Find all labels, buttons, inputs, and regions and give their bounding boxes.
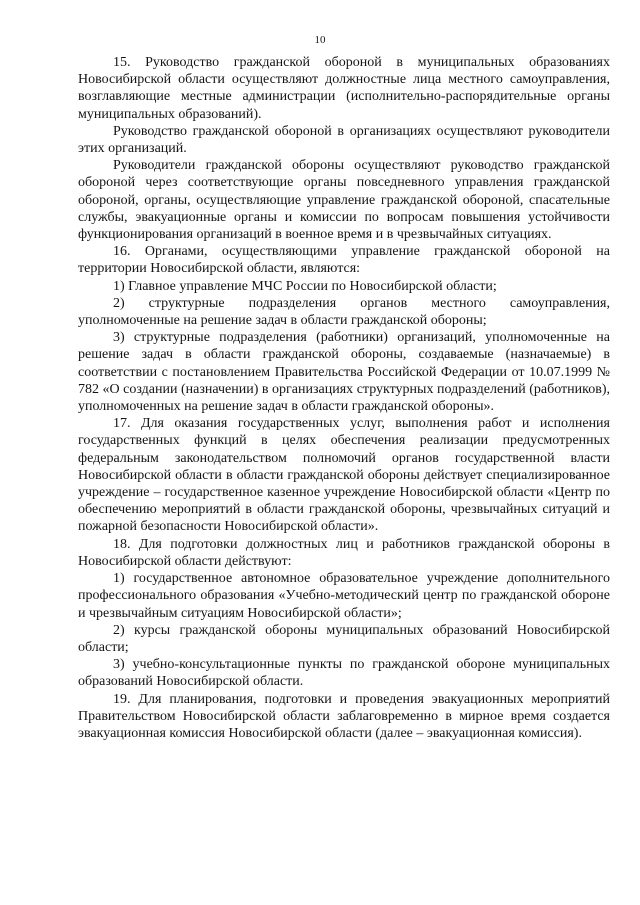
paragraph-18-item-1: 1) государственное автономное образовательное учреждение дополнительного профессионального образования «Учебно-методический центр по гражданской обороне и чрезвычайным ситуациям Новосибирской области»; [78, 571, 610, 621]
paragraph-15-organizations: Руководство гражданской обороной в организациях осуществляют руководители этих организаций. [78, 123, 610, 157]
paragraph-17: 17. Для оказания государственных услуг, выполнения работ и исполнения государственных функций в целях обеспечения реализации предусмотренных федеральным законодательством полномочий органов государственной власти Новосибирской области в области гражданской обороны действует специализированное учреждение – государственное казенное учреждение Новосибирской области «Центр по обеспечению мероприятий в области гражданской обороны, чрезвычайных ситуаций и пожарной безопасности Новосибирской области». [78, 416, 610, 535]
paragraph-18-item-2: 2) курсы гражданской обороны муниципальных образований Новосибирской области; [78, 622, 610, 655]
paragraph-16-item-3: 3) структурные подразделения (работники) организаций, уполномоченные на решение задач в области гражданской обороны, создаваемые (назначаемые) в соответствии с постановлением Правительства Российской Федерации от 10.07.1999 № 782 «О создании (назначении) в организациях структурных подразделений (работников), уполномоченных на решение задач в области гражданской обороны». [78, 330, 610, 415]
paragraph-16-item-1: 1) Главное управление МЧС России по Новосибирской области; [113, 278, 497, 294]
paragraph-19: 19. Для планирования, подготовки и проведения эвакуационных мероприятий Правительством Новосибирской области заблаговременно в мирное время создается эвакуационная комиссия Новосибирской области (далее – эвакуационная комиссия). [78, 691, 610, 741]
paragraph-16-intro: 16. Органами, осуществляющими управление гражданской обороной на территории Новосибирской области, являются: [78, 244, 610, 277]
paragraph-18-item-3: 3) учебно-консультационные пункты по гражданской обороне муниципальных образований Новосибирской области. [78, 657, 610, 690]
page-number: 10 [314, 34, 326, 46]
document-body [78, 54, 610, 742]
paragraph-16-item-2: 2) структурные подразделения органов местного самоуправления, уполномоченные на решение задач в области гражданской обороны; [78, 295, 610, 329]
paragraph-15-leaders: Руководители гражданской обороны осуществляют руководство гражданской обороной через соответствующие органы повседневного управления гражданской обороной, органы, осуществляющие управление гражданской обороной, спасательные службы, эвакуационные органы и комиссии по вопросам повышения устойчивости функционирования организаций в военное время и в чрезвычайных ситуациях. [78, 158, 610, 243]
paragraph-15-governance: 15. Руководство гражданской обороной в муниципальных образованиях Новосибирской области осуществляют должностные лица местного самоуправления, возглавляющие местные администрации (исполнительно-распорядительные органы муниципальных образований). [78, 55, 610, 122]
paragraph-18-intro: 18. Для подготовки должностных лиц и работников гражданской обороны в Новосибирской области действуют: [78, 536, 610, 569]
